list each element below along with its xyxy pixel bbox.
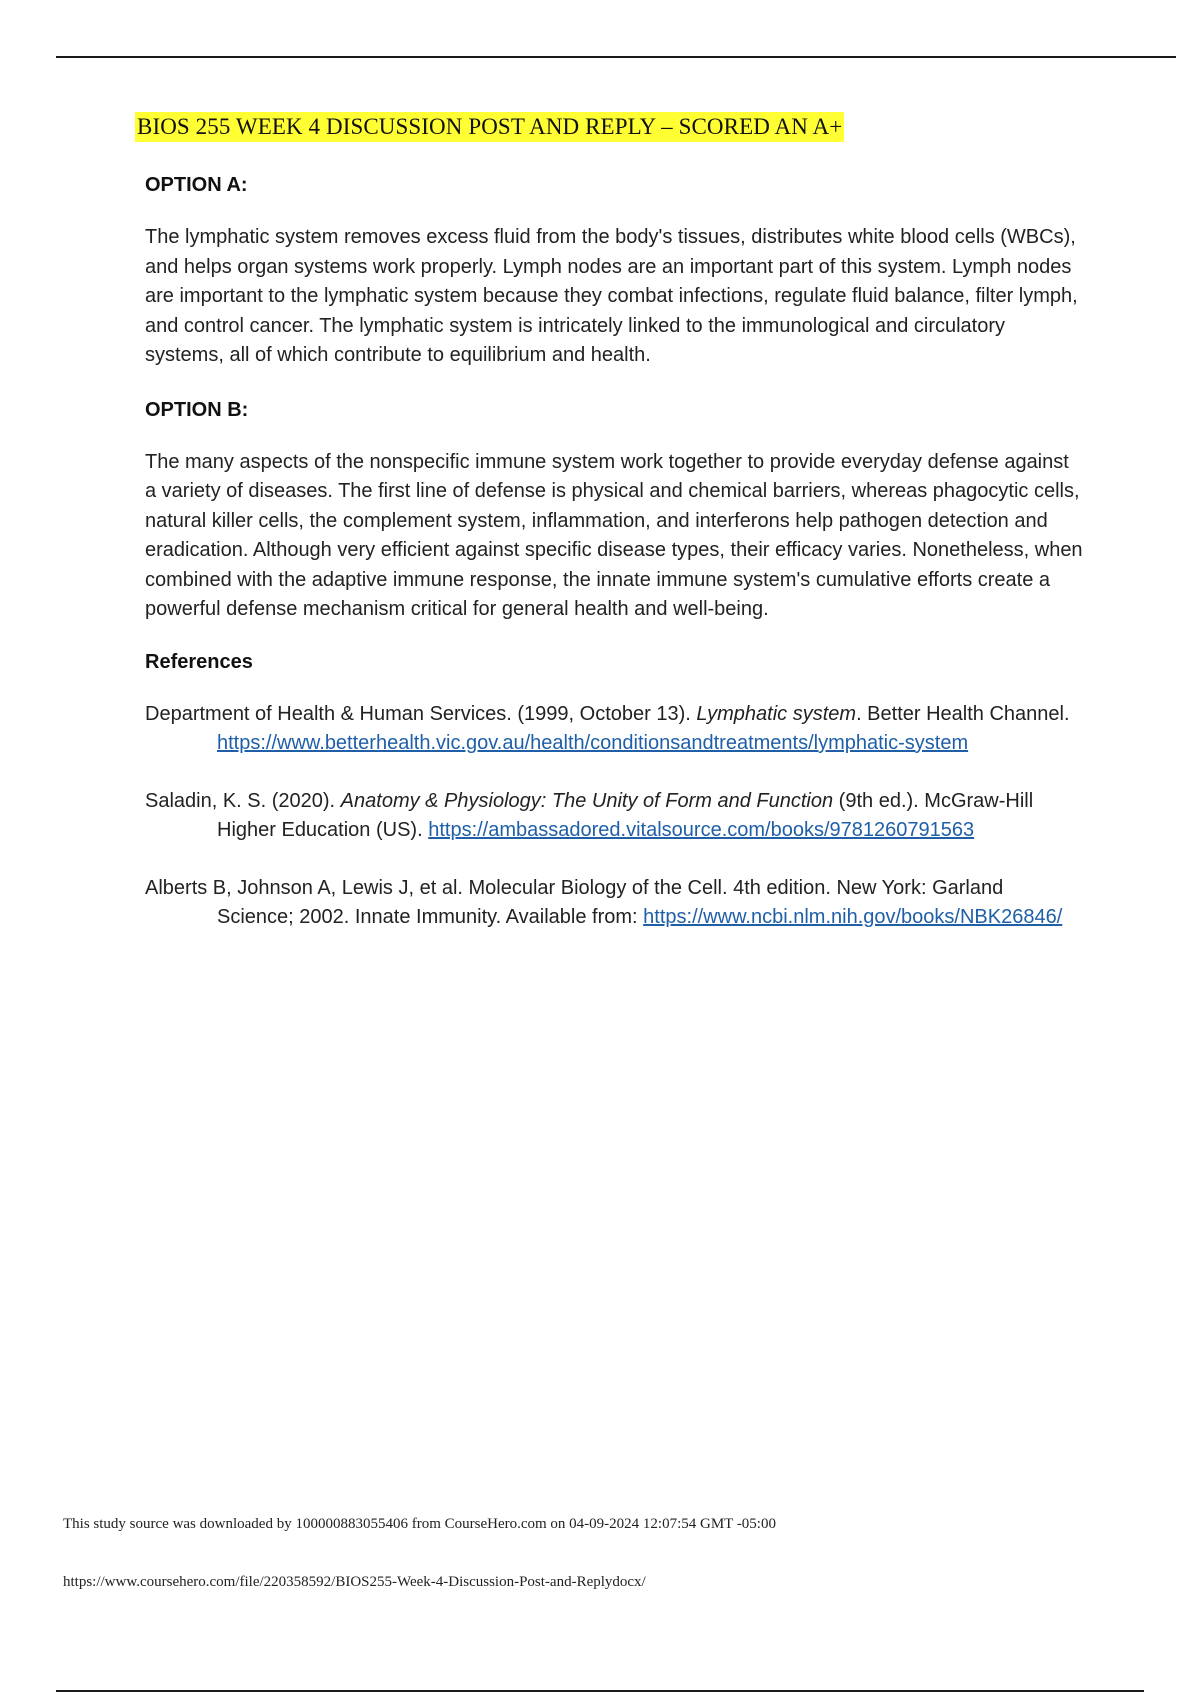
option-b-heading: OPTION B: [145, 398, 249, 421]
top-divider [56, 56, 1176, 58]
reference-text: Saladin, K. S. (2020). [145, 789, 341, 812]
reference-item [145, 700, 1085, 759]
option-b-paragraph: The many aspects of the nonspecific immune system work together to provide everyday defense against a variety of diseases. The first line of defense is physical and chemical barriers, whereas phagocytic cells, natural killer cells, the complement system, inflammation, and interferons help pathogen detection and eradication. Although very efficient against specific disease types, their efficacy varies. Nonetheless, when combined with the adaptive immune response, the innate immune system's cumulative efforts create a powerful defense mechanism critical for general health and well-being. [145, 450, 1083, 620]
reference-text: (9th ed.). McGraw-Hill Higher Education (US). [217, 789, 1034, 841]
references-heading: References [145, 650, 253, 673]
reference-text: . Better Health Channel. [856, 702, 1070, 725]
reference-link[interactable]: https://www.betterhealth.vic.gov.au/health/conditionsandtreatments/lymphatic-system [217, 732, 969, 754]
reference-link[interactable]: https://www.ncbi.nlm.nih.gov/books/NBK26846/ [643, 906, 1063, 928]
reference-item [145, 874, 1085, 933]
reference-item [145, 787, 1085, 846]
reference-text: Department of Health & Human Services. (1999, October 13). [145, 702, 697, 725]
reference-text: Alberts B, Johnson A, Lewis J, et al. Molecular Biology of the Cell. 4th edition. New York: Garland Science; 2002. Innate Immunity. Available from: [145, 876, 1004, 928]
download-source-note: This study source was downloaded by 100000883055406 from CourseHero.com on 04-09-2024 12:07:54 GMT -05:00 [63, 1516, 776, 1532]
reference-title: Anatomy & Physiology: The Unity of Form and Function [340, 789, 834, 812]
source-url: https://www.coursehero.com/file/220358592/BIOS255-Week-4-Discussion-Post-and-Replydocx/ [63, 1574, 646, 1590]
option-a-paragraph: The lymphatic system removes excess fluid from the body's tissues, distributes white blood cells (WBCs), and helps organ systems work properly. Lymph nodes are an important part of this system. Lymph nodes are important to the lymphatic system because they combat infections, regulate fluid balance, filter lymph, and control cancer. The lymphatic system is intricately linked to the immunological and circulatory systems, all of which contribute to equilibrium and health. [145, 226, 1078, 366]
option-a-heading: OPTION A: [145, 174, 248, 196]
document-body [137, 112, 1085, 961]
bottom-divider [56, 1690, 1144, 1692]
reference-link[interactable]: https://ambassadored.vitalsource.com/books/9781260791563 [428, 819, 975, 841]
document-title: BIOS 255 WEEK 4 DISCUSSION POST AND REPLY – SCORED AN A+ [135, 112, 844, 142]
reference-title: Lymphatic system [696, 702, 857, 725]
